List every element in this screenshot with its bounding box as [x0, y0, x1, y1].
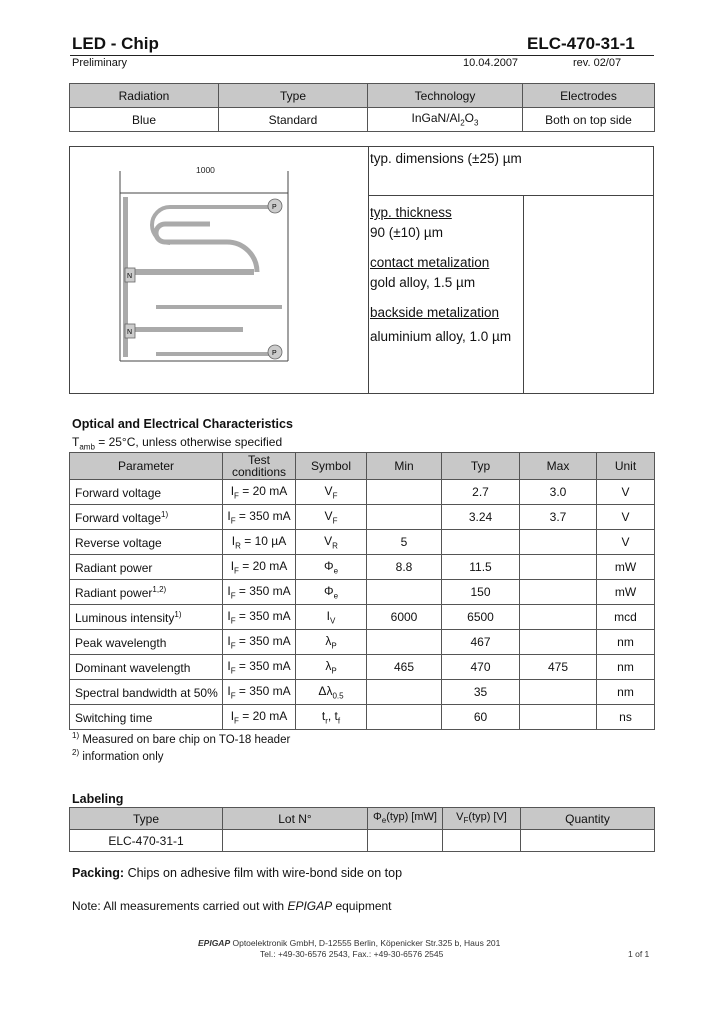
summary-type: Standard	[219, 108, 368, 132]
label-col-vf: $V_F(typ)$ [V]	[443, 808, 521, 830]
backside-value: aluminium alloy, 1.0 µm	[370, 329, 512, 344]
symbol-cell: $I_V$	[296, 605, 367, 630]
footer-address: EPIGAP Optoelektronik GmbH, D-12555 Berlin, Köpenicker Str.325 b, Haus 201	[198, 938, 501, 948]
symbol-cell: $\lambda_P$	[296, 630, 367, 655]
typ-cell	[442, 530, 520, 555]
summary-header-radiation: Radiation	[70, 84, 219, 108]
symbol-cell: $V_R$	[296, 530, 367, 555]
col-symbol: Symbol	[296, 453, 367, 480]
measurement-note: Note: All measurements carried out with EPIGAP equipment	[72, 899, 392, 913]
label-vf-value	[443, 830, 521, 852]
optical-conditions: $T_{amb} = 25^\circ C$, unless otherwise specified	[72, 435, 283, 452]
condition-cell: $I_F = 350$ mA	[223, 505, 296, 530]
labeling-table	[69, 807, 655, 852]
label-col-type: Type	[70, 808, 223, 830]
typ-dimensions: typ. dimensions (±25) µm	[370, 151, 522, 166]
optical-section-title: Optical and Electrical Characteristics	[72, 417, 293, 431]
typ-cell: 470	[442, 655, 520, 680]
doc-date: 10.04.2007	[463, 57, 519, 69]
thickness-title: typ. thickness	[370, 205, 452, 220]
thickness-value: 90 (±10) µm	[370, 225, 443, 240]
packing-line: Packing: Chips on adhesive film with wire-bond side on top	[72, 866, 403, 880]
chip-layout-drawing	[70, 147, 368, 393]
typ-cell: 11.5	[442, 555, 520, 580]
min-cell	[367, 705, 442, 730]
col-typ: Typ	[442, 453, 520, 480]
table-row	[70, 580, 655, 605]
typ-cell: 2.7	[442, 480, 520, 505]
max-cell	[520, 530, 597, 555]
condition-cell: $I_R = 10$ µA	[223, 530, 296, 555]
max-cell	[520, 605, 597, 630]
doc-revision: rev. 02/07	[573, 57, 622, 69]
backside-title: backside metalization	[370, 305, 500, 320]
param-cell: Radiant power	[70, 555, 223, 580]
param-cell: Dominant wavelength	[70, 655, 223, 680]
summary-header-technology: Technology	[368, 84, 523, 108]
min-cell	[367, 580, 442, 605]
min-cell: 5	[367, 530, 442, 555]
min-cell	[367, 480, 442, 505]
unit-cell: V	[597, 530, 655, 555]
unit-cell: mcd	[597, 605, 655, 630]
table-row	[70, 530, 655, 555]
max-cell: 3.7	[520, 505, 597, 530]
footnote-2: $^{2)}$ information only	[72, 748, 164, 763]
unit-cell: mW	[597, 580, 655, 605]
min-cell: 6000	[367, 605, 442, 630]
pad-p-bottom: P	[272, 350, 277, 357]
max-cell	[520, 680, 597, 705]
table-row	[70, 680, 655, 705]
condition-cell: $I_F = 350$ mA	[223, 605, 296, 630]
doc-title: LED - Chip	[72, 34, 159, 53]
summary-table	[69, 83, 655, 132]
unit-cell: mW	[597, 555, 655, 580]
col-test-conditions: Test conditions	[223, 453, 296, 480]
summary-technology: InGaN/$Al_2O_3$	[368, 108, 523, 132]
symbol-cell: $t_r$, $t_f$	[296, 705, 367, 730]
table-row	[70, 655, 655, 680]
condition-cell: $I_F = 350$ mA	[223, 655, 296, 680]
optical-table	[69, 452, 655, 730]
max-cell	[520, 580, 597, 605]
table-row	[70, 505, 655, 530]
table-row	[70, 705, 655, 730]
unit-cell: V	[597, 505, 655, 530]
param-cell: Switching time	[70, 705, 223, 730]
param-cell: Peak wavelength	[70, 630, 223, 655]
footnote-1: $^{1)}$ Measured on bare chip on TO-18 header	[72, 731, 291, 746]
contact-title: contact metalization	[370, 255, 490, 270]
typ-cell: 6500	[442, 605, 520, 630]
table-row	[70, 480, 655, 505]
unit-cell: nm	[597, 630, 655, 655]
max-cell	[520, 630, 597, 655]
status-label: Preliminary	[72, 57, 128, 69]
labeling-title: Labeling	[72, 792, 124, 806]
param-cell: Forward voltage$^{1)}$	[70, 505, 223, 530]
summary-header-electrodes: Electrodes	[523, 84, 655, 108]
typ-cell: 35	[442, 680, 520, 705]
dimensions-box	[69, 146, 654, 394]
header-divider	[70, 55, 654, 56]
pad-p-top: P	[272, 204, 277, 211]
max-cell: 475	[520, 655, 597, 680]
label-lot-value	[223, 830, 368, 852]
part-number: ELC-470-31-1	[527, 34, 635, 53]
footer-contact: Tel.: +49-30-6576 2543, Fax.: +49-30-6576 2545	[260, 949, 444, 959]
symbol-cell: $\lambda_P$	[296, 655, 367, 680]
page-number: 1 of 1	[628, 949, 650, 959]
param-cell: Radiant power$^{1,2)}$	[70, 580, 223, 605]
label-type-value: ELC-470-31-1	[70, 830, 223, 852]
typ-cell: 467	[442, 630, 520, 655]
min-cell: 8.8	[367, 555, 442, 580]
summary-header-type: Type	[219, 84, 368, 108]
dimension-label: 1000	[196, 165, 215, 175]
condition-cell: $I_F = 350$ mA	[223, 580, 296, 605]
symbol-cell: $V_F$	[296, 480, 367, 505]
typ-cell: 150	[442, 580, 520, 605]
label-col-phi: $\Phi_e(typ)$ [mW]	[368, 808, 443, 830]
symbol-cell: $\Phi_e$	[296, 555, 367, 580]
col-unit: Unit	[597, 453, 655, 480]
table-row	[70, 630, 655, 655]
param-cell: Luminous intensity$^{1)}$	[70, 605, 223, 630]
min-cell	[367, 680, 442, 705]
pad-n-top: N	[127, 273, 133, 280]
condition-cell: $I_F = 20$ mA	[223, 555, 296, 580]
col-min: Min	[367, 453, 442, 480]
condition-cell: $I_F = 350$ mA	[223, 630, 296, 655]
unit-cell: nm	[597, 655, 655, 680]
table-row	[70, 555, 655, 580]
chip-drawing-cell	[70, 147, 369, 393]
label-col-lot: Lot N°	[223, 808, 368, 830]
unit-cell: ns	[597, 705, 655, 730]
contact-value: gold alloy, 1.5 µm	[370, 275, 476, 290]
col-max: Max	[520, 453, 597, 480]
max-cell	[520, 705, 597, 730]
unit-cell: nm	[597, 680, 655, 705]
table-row	[70, 605, 655, 630]
typ-cell: 3.24	[442, 505, 520, 530]
max-cell	[520, 555, 597, 580]
label-phi-value	[368, 830, 443, 852]
param-cell: Reverse voltage	[70, 530, 223, 555]
pad-n-bottom: N	[127, 329, 133, 336]
typ-cell: 60	[442, 705, 520, 730]
symbol-cell: $\Phi_e$	[296, 580, 367, 605]
summary-electrodes: Both on top side	[523, 108, 655, 132]
label-quantity-value	[521, 830, 655, 852]
condition-cell: $I_F = 20$ mA	[223, 705, 296, 730]
symbol-cell: $\Delta\lambda_{0.5}$	[296, 680, 367, 705]
col-parameter: Parameter	[70, 453, 223, 480]
min-cell	[367, 505, 442, 530]
condition-cell: $I_F = 20$ mA	[223, 480, 296, 505]
min-cell: 465	[367, 655, 442, 680]
max-cell: 3.0	[520, 480, 597, 505]
label-col-quantity: Quantity	[521, 808, 655, 830]
dimensions-column-divider	[523, 195, 524, 393]
param-cell: Spectral bandwidth at 50%	[70, 680, 223, 705]
symbol-cell: $V_F$	[296, 505, 367, 530]
unit-cell: V	[597, 480, 655, 505]
summary-radiation: Blue	[70, 108, 219, 132]
min-cell	[367, 630, 442, 655]
param-cell: Forward voltage	[70, 480, 223, 505]
condition-cell: $I_F = 350$ mA	[223, 680, 296, 705]
